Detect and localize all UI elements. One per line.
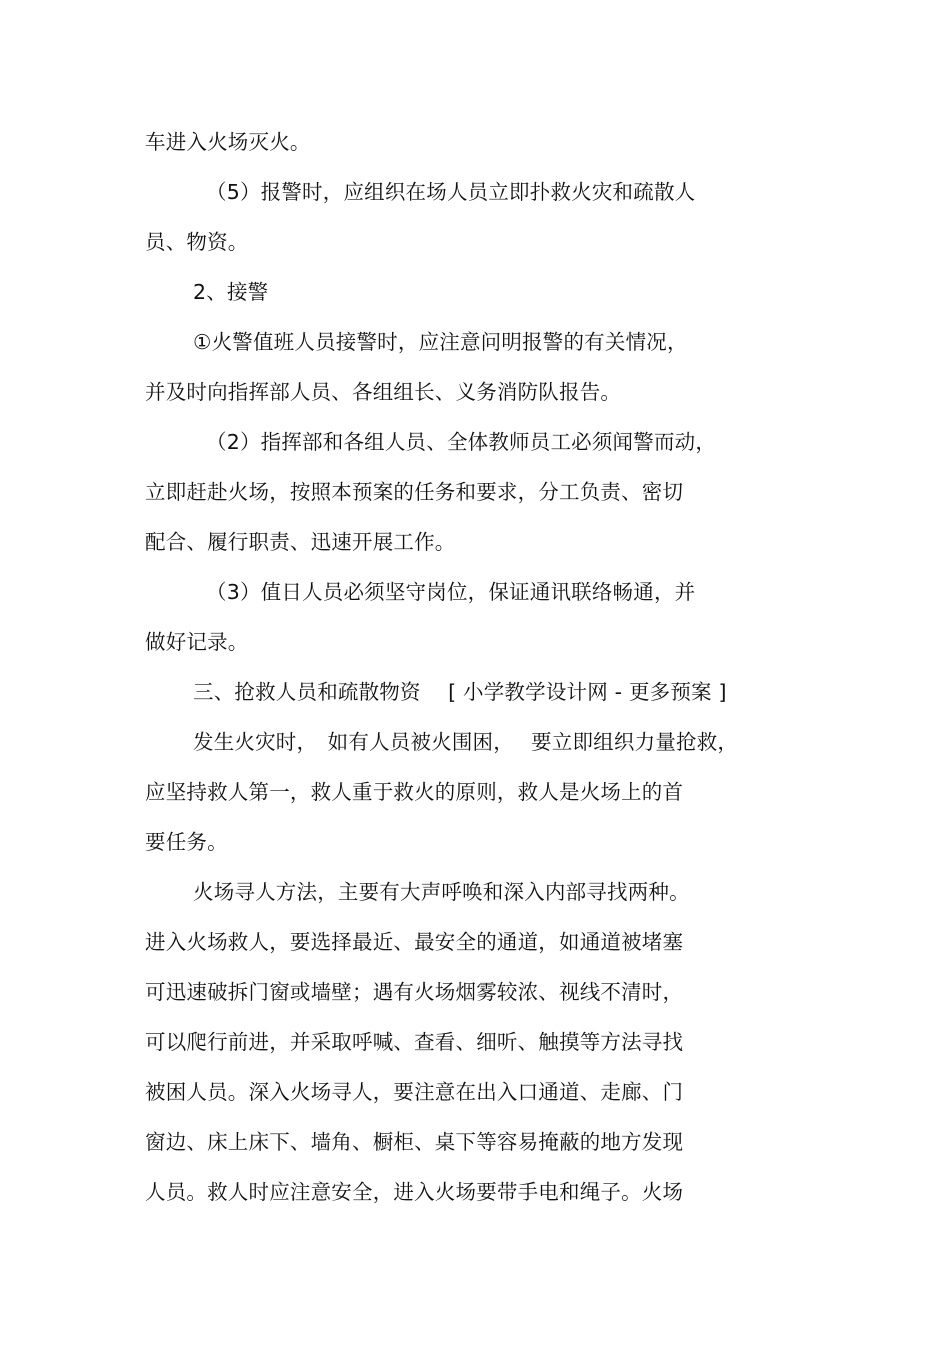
text-line: 做好记录。: [145, 630, 249, 654]
text-line: 窗边、床上床下、墙角、橱柜、桌下等容易掩蔽的地方发现: [145, 1130, 684, 1154]
text-line: 被困人员。深入火场寻人，要注意在出入口通道、走廊、门: [145, 1080, 684, 1104]
text-line: ①火警值班人员接警时，应注意问明报警的有关情况，: [193, 330, 688, 354]
section-heading: 三、抢救人员和疏散物资 [ 小学教学设计网 - 更多预案 ]: [193, 680, 727, 704]
text-line: 配合、履行职责、迅速开展工作。: [145, 530, 456, 554]
text-line: 人员。救人时应注意安全，进入火场要带手电和绳子。火场: [145, 1180, 684, 1204]
text-line: 可迅速破拆门窗或墙壁；遇有火场烟雾较浓、视线不清时，: [145, 980, 684, 1004]
text-line: 并及时向指挥部人员、各组组长、义务消防队报告。: [145, 380, 622, 404]
text-line: 可以爬行前进，并采取呼喊、查看、细听、触摸等方法寻找: [145, 1030, 684, 1054]
section-heading: 2、接警: [193, 280, 269, 304]
text-line: （2）指挥部和各组人员、全体教师员工必须闻警而动，: [206, 430, 717, 454]
text-line: 进入火场救人，要选择最近、最安全的通道，如通道被堵塞: [145, 930, 684, 954]
text-line: 发生火灾时， 如有人员被火围困， 要立即组织力量抢救，: [193, 730, 739, 754]
text-line: 车进入火场灭火。: [145, 130, 311, 154]
text-line: 员、物资。: [145, 230, 249, 254]
text-line: 火场寻人方法，主要有大声呼唤和深入内部寻找两种。: [193, 880, 690, 904]
text-line: 应坚持救人第一，救人重于救火的原则，救人是火场上的首: [145, 780, 684, 804]
text-line: （3）值日人员必须坚守岗位，保证通讯联络畅通，并: [206, 580, 696, 604]
text-line: 立即赶赴火场，按照本预案的任务和要求，分工负责、密切: [145, 480, 684, 504]
text-line: 要任务。: [145, 830, 228, 854]
text-line: （5）报警时，应组织在场人员立即扑救火灾和疏散人: [206, 180, 696, 204]
